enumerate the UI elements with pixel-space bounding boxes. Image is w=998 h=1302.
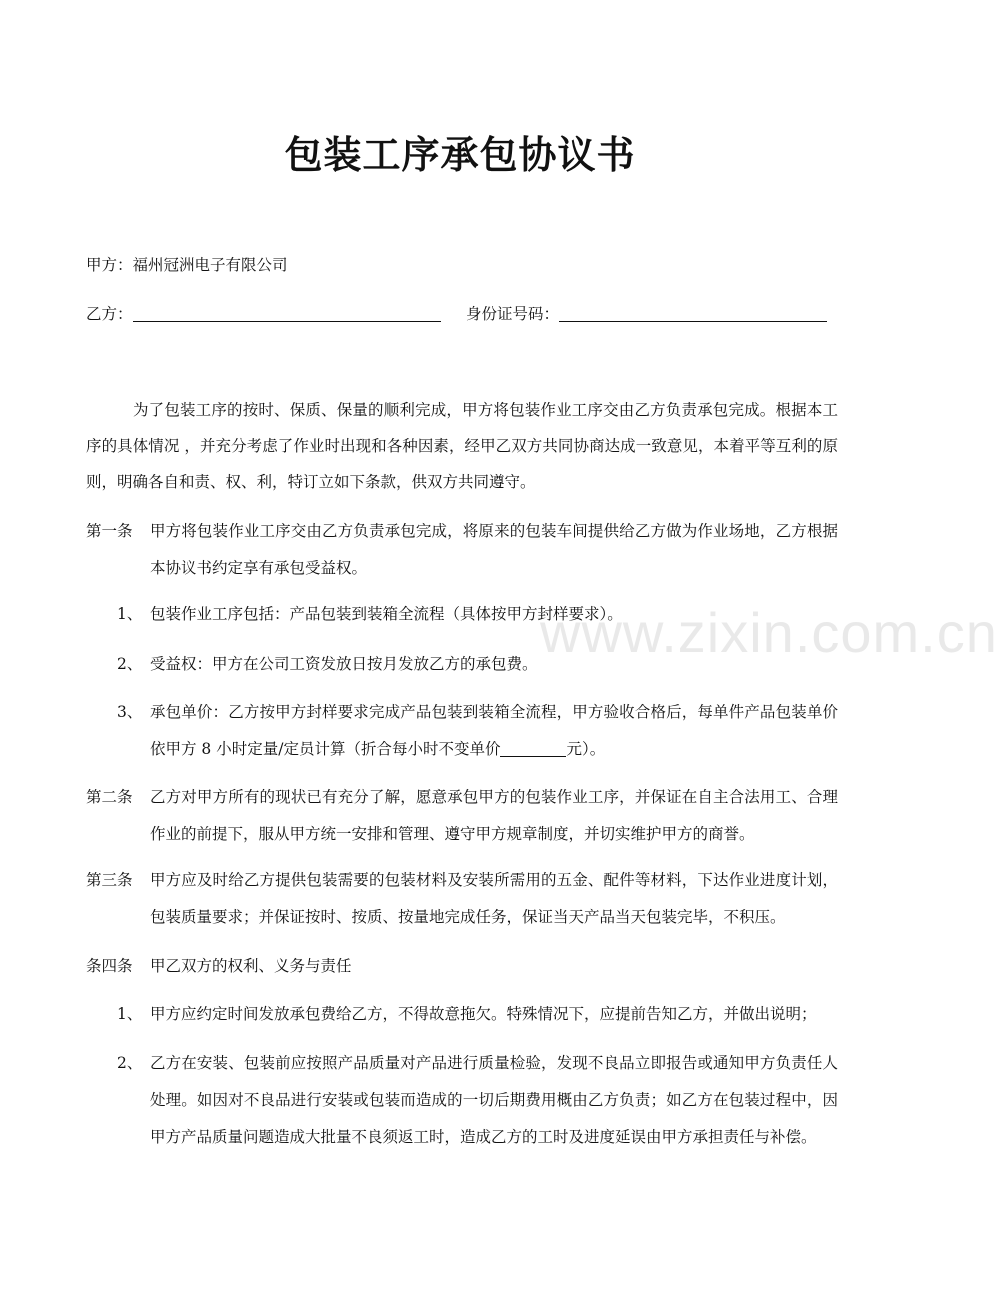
article-1-item-3 — [117, 694, 838, 768]
id-number-line — [466, 303, 827, 325]
item-number: 1、 — [117, 1005, 143, 1023]
document-title: 包装工序承包协议书 — [284, 132, 636, 177]
party-b-label: 乙方： — [86, 305, 133, 323]
party-a-label: 甲方： — [86, 256, 133, 274]
party-b-blank[interactable] — [133, 307, 441, 322]
article-2 — [86, 779, 838, 853]
item-number: 2、 — [117, 655, 143, 673]
article-1 — [86, 513, 838, 587]
id-number-blank[interactable] — [559, 307, 827, 322]
preamble-paragraph: 为了包装工序的按时、保质、保量的顺利完成，甲方将包装作业工序交由乙方负责承包完成。根据本工序的具体情况 ，并充分考虑了作业时出现和各种因素，经甲乙双方共同协商达成一致意见，本着平等互利的原则，明确各自和责、权、利，特订立如下条款，供双方共同遵守。 — [86, 401, 838, 491]
party-b-line — [86, 303, 441, 325]
item-text: 受益权：甲方在公司工资发放日按月发放乙方的承包费。 — [150, 655, 538, 673]
unit-price-blank[interactable] — [500, 742, 566, 757]
party-a-name: 福州冠洲电子有限公司 — [132, 256, 288, 274]
item-number: 3、 — [117, 703, 143, 721]
item-text: 甲方应约定时间发放承包费给乙方，不得故意拖欠。特殊情况下，应提前告知乙方，并做出说明； — [150, 1005, 817, 1023]
watermark: www.zixin.com.cn — [540, 601, 998, 664]
article-4-label: 条四条 — [86, 957, 133, 975]
article-2-label: 第二条 — [86, 788, 133, 806]
item-text — [150, 694, 838, 768]
item-text-after: 元）。 — [566, 740, 606, 758]
article-4-item-1 — [117, 996, 838, 1033]
article-4-text: 甲乙双方的权利、义务与责任 — [150, 957, 352, 975]
item-text: 乙方在安装、包装前应按照产品质量对产品进行质量检验，发现不良品立即报告或通知甲方负责任人处理。如因对不良品进行安装或包装而造成的一切后期费用概由乙方负责；如乙方在包装过程中，因甲方产品质量问题造成大批量不良须返工时，造成乙方的工时及进度延误由甲方承担责任与补偿。 — [150, 1054, 838, 1146]
article-1-text: 甲方将包装作业工序交由乙方负责承包完成，将原来的包装车间提供给乙方做为作业场地，乙方根据本协议书约定享有承包受益权。 — [150, 522, 838, 577]
article-3 — [86, 862, 838, 936]
item-number: 1、 — [117, 605, 143, 623]
article-1-item-2 — [117, 646, 838, 683]
article-4-item-2 — [117, 1045, 838, 1156]
article-1-item-1 — [117, 596, 838, 633]
article-3-text: 甲方应及时给乙方提供包装需要的包装材料及安装所需用的五金、配件等材料，下达作业进度计划，包装质量要求；并保证按时、按质、按量地完成任务，保证当天产品当天包装完毕，不积压。 — [150, 871, 838, 926]
article-4 — [86, 948, 838, 985]
article-2-text: 乙方对甲方所有的现状已有充分了解，愿意承包甲方的包装作业工序，并保证在自主合法用工、合理作业的前提下，服从甲方统一安排和管理、遵守甲方规章制度，并切实维护甲方的商誉。 — [150, 788, 838, 843]
article-1-label: 第一条 — [86, 522, 133, 540]
item-text-before: 承包单价：乙方按甲方封样要求完成产品包装到装箱全流程，甲方验收合格后，每单件产品包装单价依甲方 8 小时定量/定员计算（折合每小时不变单价 — [150, 703, 838, 758]
article-3-label: 第三条 — [86, 871, 133, 889]
item-text: 包装作业工序包括：产品包装到装箱全流程（具体按甲方封样要求）。 — [150, 605, 623, 623]
id-number-label: 身份证号码： — [466, 305, 560, 323]
party-a-line — [86, 254, 288, 276]
item-number: 2、 — [117, 1054, 143, 1072]
